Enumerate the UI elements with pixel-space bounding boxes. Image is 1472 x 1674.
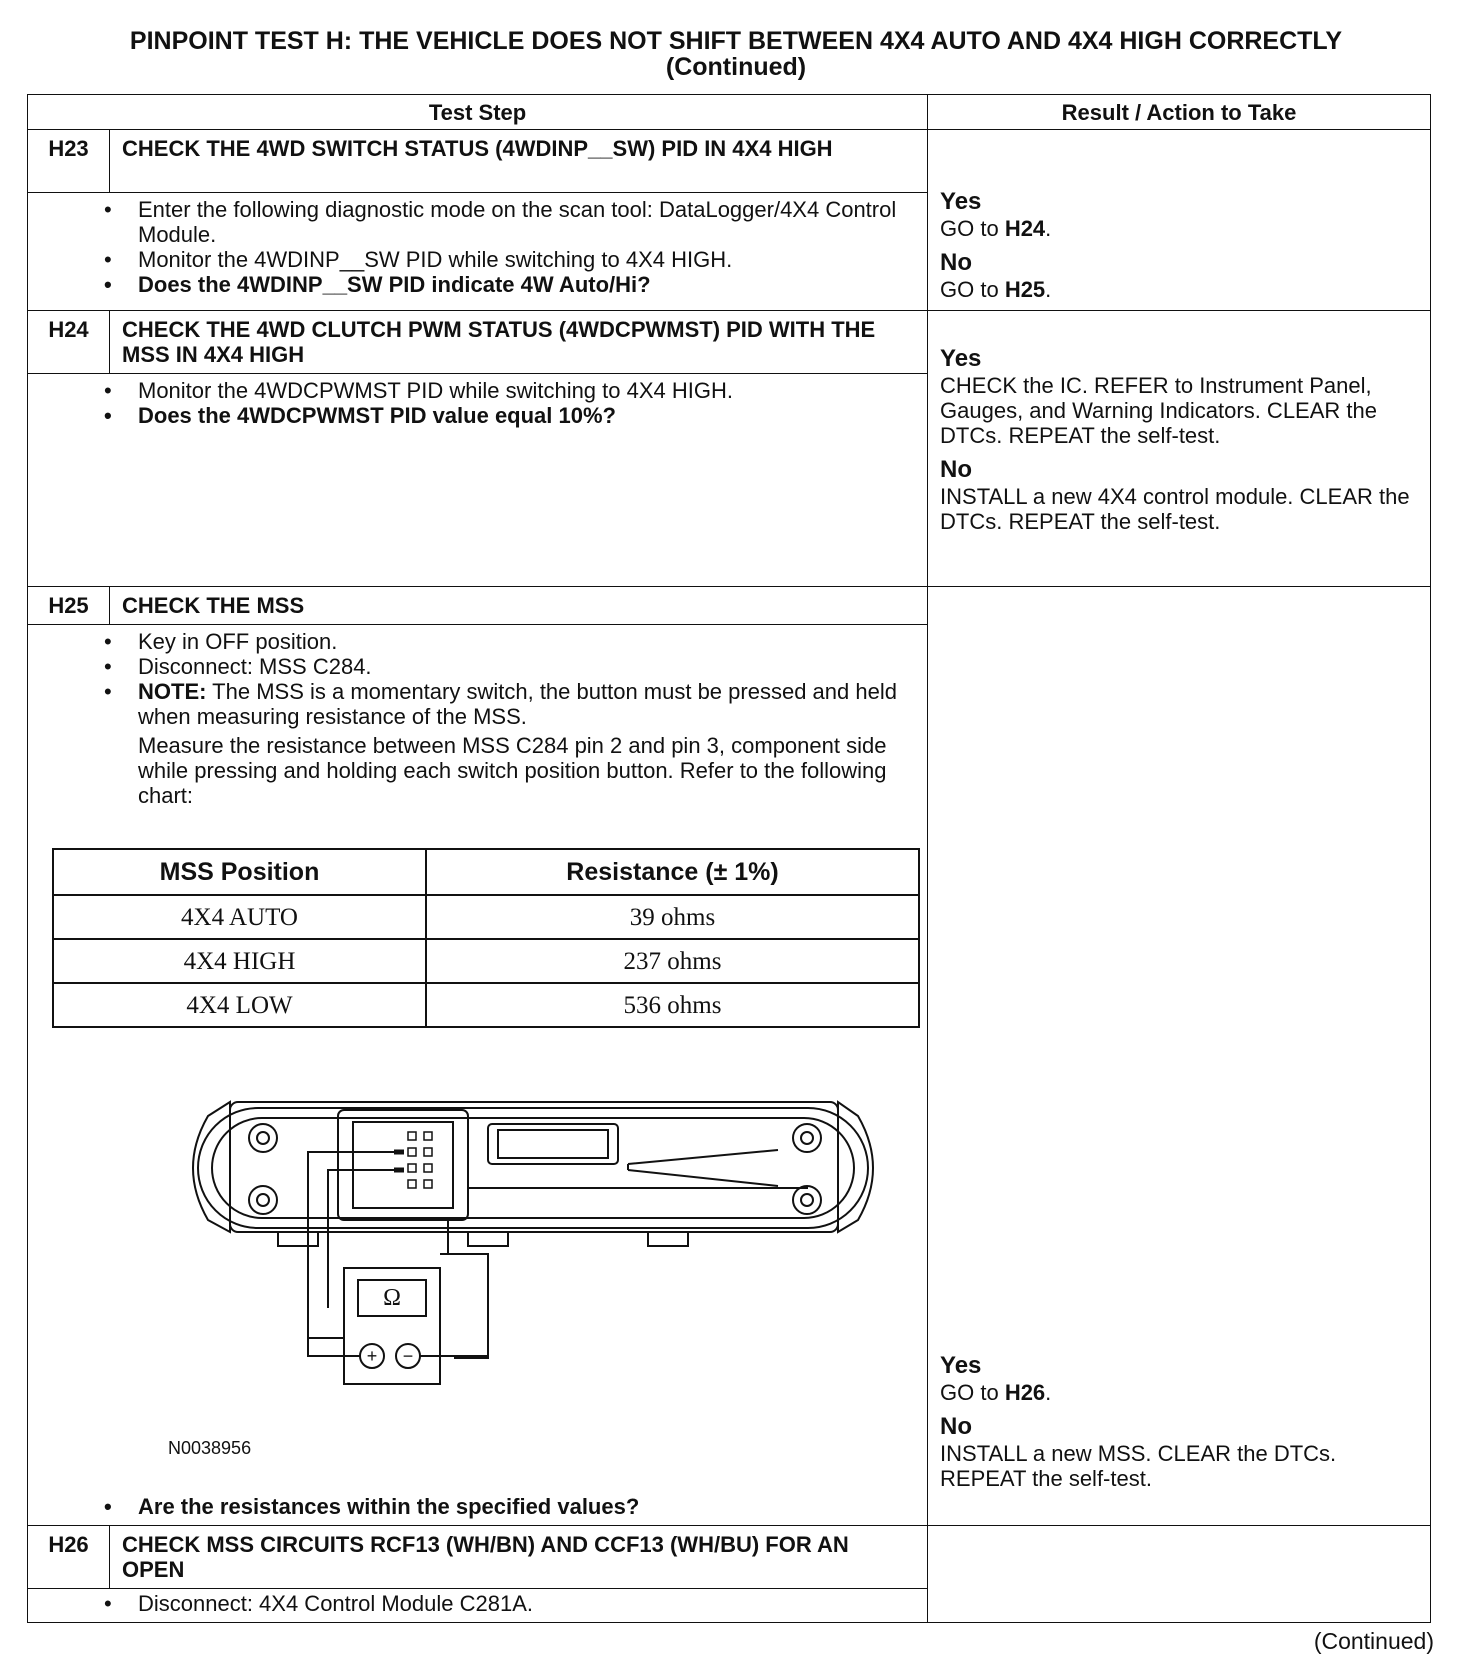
step-body-h24 bbox=[28, 374, 928, 587]
mss-diagram bbox=[38, 1098, 917, 1498]
no-action-h25: INSTALL a new MSS. CLEAR the DTCs. REPEAT the self-test. bbox=[940, 1441, 1337, 1491]
yes-label-h24: Yes bbox=[940, 345, 982, 372]
table-cell: 4X4 HIGH bbox=[53, 939, 426, 983]
goto-h24-link[interactable]: H24 bbox=[1004, 216, 1046, 241]
title-line-1: PINPOINT TEST H: THE VEHICLE DOES NOT SHIFT BETWEEN 4X4 AUTO AND 4X4 HIGH CORRECTLY bbox=[129, 27, 1343, 55]
step-body-h23 bbox=[28, 193, 928, 311]
ohm-symbol: Ω bbox=[383, 1285, 401, 1311]
result-h23 bbox=[928, 130, 1431, 311]
table-cell: 4X4 LOW bbox=[53, 983, 426, 1027]
no-label-h25: No bbox=[940, 1413, 973, 1440]
list-item: • Monitor the 4WDCPWMST PID while switching to 4X4 HIGH. bbox=[138, 378, 917, 403]
table-cell: 237 ohms bbox=[426, 939, 919, 983]
no-action-h24: INSTALL a new 4X4 control module. CLEAR the DTCs. REPEAT the self-test. bbox=[940, 484, 1410, 534]
list-item: • Disconnect: MSS C284. bbox=[138, 654, 917, 679]
list-item bbox=[138, 679, 917, 729]
title-line-2: (Continued) bbox=[665, 53, 807, 81]
step-body-h25 bbox=[28, 625, 928, 1526]
note-label: NOTE: bbox=[138, 679, 207, 704]
list-item: • Does the 4WDCPWMST PID value equal 10%? bbox=[138, 403, 917, 428]
result-h25 bbox=[928, 587, 1431, 1526]
resistance-header-resistance: Resistance (± 1%) bbox=[426, 849, 919, 895]
list-item: • Monitor the 4WDINP__SW PID while switching to 4X4 HIGH. bbox=[138, 247, 917, 272]
list-item: • Are the resistances within the specified values? bbox=[138, 1494, 917, 1519]
yes-action-h25: GO to H26. bbox=[940, 1380, 1052, 1405]
yes-label-h25: Yes bbox=[940, 1352, 982, 1379]
result-h26 bbox=[928, 1526, 1431, 1623]
step-title-h26: CHECK MSS CIRCUITS RCF13 (WH/BN) AND CCF13 (WH/BU) FOR AN OPEN bbox=[110, 1526, 928, 1589]
minus-terminal-label: − bbox=[402, 1346, 414, 1366]
yes-label-h23: Yes bbox=[940, 188, 982, 215]
step-id-h26: H26 bbox=[28, 1526, 110, 1589]
step-title-h25: CHECK THE MSS bbox=[110, 587, 928, 625]
header-test-step: Test Step bbox=[28, 95, 928, 130]
list-item: • Key in OFF position. bbox=[138, 629, 917, 654]
step-title-h24: CHECK THE 4WD CLUTCH PWM STATUS (4WDCPWMST) PID WITH THE MSS IN 4X4 HIGH bbox=[110, 311, 928, 374]
step-body-h26 bbox=[28, 1589, 928, 1623]
step-id-h25: H25 bbox=[28, 587, 110, 625]
page-title bbox=[30, 28, 1442, 80]
table-cell: 39 ohms bbox=[426, 895, 919, 939]
yes-action-h24: CHECK the IC. REFER to Instrument Panel, Gauges, and Warning Indicators. CLEAR the DTCs. REPEAT the self-test. bbox=[940, 373, 1377, 448]
no-label-h23: No bbox=[940, 249, 973, 276]
no-label-h24: No bbox=[940, 456, 973, 483]
step-id-h24: H24 bbox=[28, 311, 110, 374]
resistance-header-position: MSS Position bbox=[53, 849, 426, 895]
list-item: • Disconnect: 4X4 Control Module C281A. bbox=[138, 1591, 917, 1616]
pinpoint-test-table bbox=[27, 94, 1431, 1623]
result-h24 bbox=[928, 311, 1431, 587]
list-item: • Does the 4WDINP__SW PID indicate 4W Auto/Hi? bbox=[138, 272, 917, 297]
step-id-h23: H23 bbox=[28, 130, 110, 193]
table-row bbox=[53, 939, 919, 983]
goto-h26-link[interactable]: H26 bbox=[1004, 1380, 1046, 1405]
list-item: • Enter the following diagnostic mode on the scan tool: DataLogger/4X4 Control Module. bbox=[138, 197, 917, 247]
plus-terminal-label: + bbox=[366, 1346, 378, 1366]
yes-action-h23: GO to H24. bbox=[940, 216, 1052, 241]
resistance-table bbox=[52, 848, 920, 1028]
measure-instruction: Measure the resistance between MSS C284 pin 2 and pin 3, component side while pressing and holding each switch position button. Refer to the following chart: bbox=[138, 733, 887, 808]
table-row bbox=[53, 983, 919, 1027]
figure-id: N0038956 bbox=[168, 1438, 252, 1458]
no-action-h23: GO to H25. bbox=[940, 277, 1052, 302]
note-text: The MSS is a momentary switch, the button must be pressed and held when measuring resistance of the MSS. bbox=[138, 679, 897, 729]
table-cell: 536 ohms bbox=[426, 983, 919, 1027]
footer-continued: (Continued) bbox=[1313, 1628, 1434, 1654]
table-cell: 4X4 AUTO bbox=[53, 895, 426, 939]
goto-h25-link[interactable]: H25 bbox=[1004, 277, 1046, 302]
step-title-h23: CHECK THE 4WD SWITCH STATUS (4WDINP__SW) PID IN 4X4 HIGH bbox=[110, 130, 928, 193]
table-row bbox=[53, 895, 919, 939]
mss-connector-illustration bbox=[168, 1098, 968, 1428]
header-result: Result / Action to Take bbox=[928, 95, 1431, 130]
